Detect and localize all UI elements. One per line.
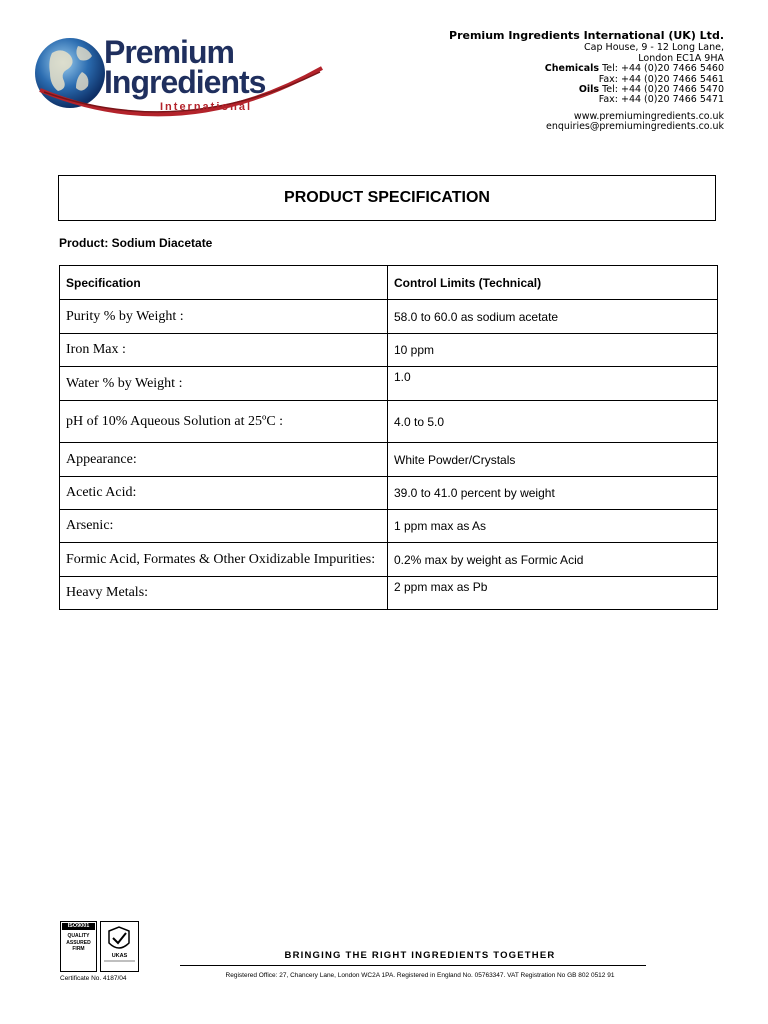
- registered-office-text: Registered Office: 27, Chancery Lane, London WC2A 1PA. Registered in England No. 05763347. VAT Registration No GB 802 0512 91: [225, 972, 615, 979]
- limit-cell: 2 ppm max as Pb: [388, 577, 718, 610]
- spec-cell: Water % by Weight :: [60, 367, 388, 401]
- table-row: [60, 510, 718, 543]
- spec-cell: Formic Acid, Formates & Other Oxidizable Impurities:: [60, 543, 388, 577]
- spec-cell: Purity % by Weight :: [60, 300, 388, 334]
- limit-cell: 0.2% max by weight as Formic Acid: [388, 543, 718, 577]
- table-row: [60, 367, 718, 401]
- table-row: [60, 401, 718, 443]
- limit-cell: 39.0 to 41.0 percent by weight: [388, 477, 718, 510]
- oils-label: Oils: [578, 84, 600, 96]
- header-control-limits: Control Limits (Technical): [388, 266, 718, 300]
- logo-word-international: International: [160, 101, 253, 113]
- limit-cell: 4.0 to 5.0: [388, 401, 718, 443]
- certification-badges: [60, 921, 140, 973]
- spec-cell: Arsenic:: [60, 510, 388, 543]
- table-row: [60, 543, 718, 577]
- oils-tel: Tel: +44 (0)20 7466 5470: [602, 84, 724, 96]
- table-row: [60, 334, 718, 367]
- certificate-number: Certificate No. 4187/04: [60, 975, 127, 982]
- logo-word-ingredients: Ingredients: [104, 64, 266, 100]
- address-line-2: London EC1A 9HA: [638, 52, 724, 64]
- email-link[interactable]: enquiries@premiumingredients.co.uk: [545, 121, 724, 133]
- spec-cell: Appearance:: [60, 443, 388, 477]
- table-header-row: [60, 266, 718, 300]
- limit-cell: 10 ppm: [388, 334, 718, 367]
- page-title: PRODUCT SPECIFICATION: [284, 189, 490, 206]
- website-link[interactable]: www.premiumingredients.co.uk: [573, 110, 724, 122]
- oils-fax: Fax: +44 (0)20 7466 5471: [598, 94, 724, 106]
- table-row: [60, 300, 718, 334]
- iso-badge-top: ISO9001: [67, 923, 90, 929]
- limit-cell: White Powder/Crystals: [388, 443, 718, 477]
- title-box: [58, 175, 716, 221]
- product-name: Product: Sodium Diacetate: [59, 236, 213, 250]
- footer-tagline: BRINGING THE RIGHT INGREDIENTS TOGETHER: [284, 950, 556, 961]
- spec-cell: Acetic Acid:: [60, 477, 388, 510]
- specification-table: [59, 265, 718, 610]
- table-row: [60, 577, 718, 610]
- spec-cell: Heavy Metals:: [60, 577, 388, 610]
- limit-cell: 1 ppm max as As: [388, 510, 718, 543]
- chemicals-label: Chemicals: [544, 63, 600, 75]
- limit-cell: 58.0 to 60.0 as sodium acetate: [388, 300, 718, 334]
- table-row: [60, 477, 718, 510]
- company-logo: [30, 28, 330, 128]
- spec-cell: Iron Max :: [60, 334, 388, 367]
- spec-cell: pH of 10% Aqueous Solution at 25ºC :: [60, 401, 388, 443]
- iso-badge-text: [62, 933, 95, 953]
- iso-badge-line: FIRM: [72, 946, 85, 952]
- header-specification: Specification: [60, 266, 388, 300]
- chemicals-tel: Tel: +44 (0)20 7466 5460: [602, 63, 724, 75]
- iso-badge-line: ASSURED: [66, 939, 91, 946]
- table-row: [60, 443, 718, 477]
- limit-cell: 1.0: [388, 367, 718, 401]
- address-line-1: Cap House, 9 - 12 Long Lane,: [584, 42, 724, 54]
- iso-badge-line: QUALITY: [67, 933, 90, 939]
- footer-divider: [180, 965, 646, 966]
- company-contact-block: [449, 31, 724, 133]
- company-name: Premium Ingredients International (UK) Ltd.: [449, 29, 724, 42]
- chemicals-fax: Fax: +44 (0)20 7466 5461: [598, 73, 724, 85]
- logo-word-premium: Premium: [104, 34, 234, 70]
- ukas-label: UKAS: [111, 953, 128, 959]
